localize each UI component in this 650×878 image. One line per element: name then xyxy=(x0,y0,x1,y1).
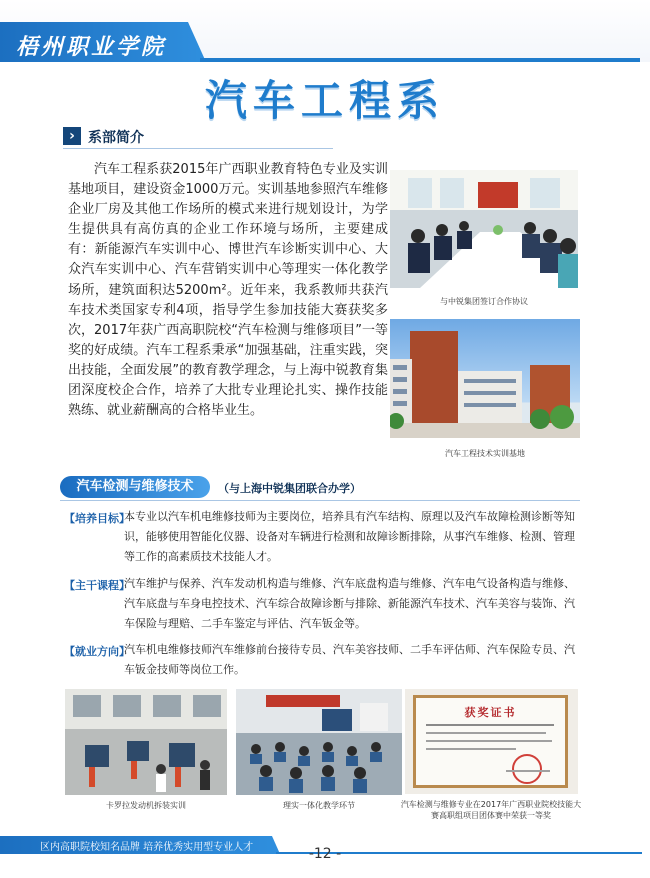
training-base-photo xyxy=(390,319,580,438)
seal-stamp-icon xyxy=(512,754,542,784)
photo-caption: 理实一体化教学环节 xyxy=(283,801,355,810)
item-text-careers: 汽车机电维修技师汽车维修前台接待专员、汽车美容技师、二手车评估师、汽车保险专员、汽车钣金技师等岗位工作。 xyxy=(124,643,575,676)
section-divider xyxy=(60,500,580,501)
page-number: -12 - xyxy=(308,846,342,862)
item-text-goal: 本专业以汽车机电维修技师为主要岗位，培养具有汽车结构、原理以及汽车故障检测诊断等知识，能够使用智能化仪器、设备对车辆进行检测和故障诊断排除，从事汽车维修、检测、管理等工作的高素质技术技能人才。 xyxy=(124,510,575,563)
meeting-photo xyxy=(390,170,578,288)
program-subtitle: （与上海中锐集团联合办学） xyxy=(218,482,361,495)
certificate-frame xyxy=(413,695,568,788)
item-text-courses: 汽车维护与保养、汽车发动机构造与维修、汽车底盘构造与维修、汽车电气设备构造与维修、汽车底盘与车身电控技术、汽车综合故障诊断与排除、新能源汽车技术、汽车美容与装饰、汽车保险与理赔、二手车鉴定与评估、汽车钣金等。 xyxy=(124,577,575,630)
photo-caption: 汽车检测与维修专业在2017年广西职业院校技能大赛高职组项目团体赛中荣获一等奖 xyxy=(400,800,582,820)
certificate-line xyxy=(426,748,516,750)
chevron-right-icon: › xyxy=(63,127,81,145)
certificate-line xyxy=(426,724,554,726)
item-label-goal: 【培养目标】 xyxy=(64,512,130,525)
photo-caption: 与中锐集团签订合作协议 xyxy=(440,297,528,306)
engine-lab-photo xyxy=(65,689,227,795)
page-title: 汽车工程系 xyxy=(204,76,445,125)
program-title-badge: 汽车检测与维修技术 xyxy=(60,476,210,498)
certificate-line xyxy=(426,740,552,742)
item-label-courses: 【主干课程】 xyxy=(64,579,130,592)
item-label-careers: 【就业方向】 xyxy=(64,645,130,658)
classroom-photo xyxy=(236,689,402,795)
section-heading: 系部简介 xyxy=(88,130,144,146)
section-divider xyxy=(63,148,333,149)
certificate-line xyxy=(506,770,550,772)
intro-paragraph: 汽车工程系获2015年广西职业教育特色专业及实训基地项目，建设资金1000万元。实训基地参照汽车维修企业厂房及其他工作场所的模式来进行规划设计，为学生提供具有高仿真的企业工作环境与场所，主要建成有：新能源汽车实训中心、博世汽车诊断实训中心、大众汽车实训中心、汽车营销实训中心等理实一体化教学场所，建筑面积达5200m²。近年来，我系教师共获汽车技术类国家专利4项，指导学生参加技能大赛获奖多次，2017年获广西高职院校“汽车检测与维修项目”一等奖的好成绩。汽车工程系秉承“加强基础，注重实践，突出技能，全面发展”的教育教学理念，与上海中锐教育集团深度校企合作，培养了大批专业理论扎实、操作技能熟练、就业薪酬高的合格毕业生。 xyxy=(68,162,388,419)
award-certificate-photo xyxy=(405,689,578,794)
photo-caption: 卡罗拉发动机拆装实训 xyxy=(106,801,186,810)
certificate-title: 获奖证书 xyxy=(464,706,517,719)
header-rule xyxy=(200,58,640,62)
photo-caption: 汽车工程技术实训基地 xyxy=(445,449,525,458)
school-logo-text: 梧州职业学院 xyxy=(16,34,167,60)
footer-slogan: 区内高职院校知名品牌 培养优秀实用型专业人才 xyxy=(40,842,254,853)
certificate-line xyxy=(426,732,546,734)
